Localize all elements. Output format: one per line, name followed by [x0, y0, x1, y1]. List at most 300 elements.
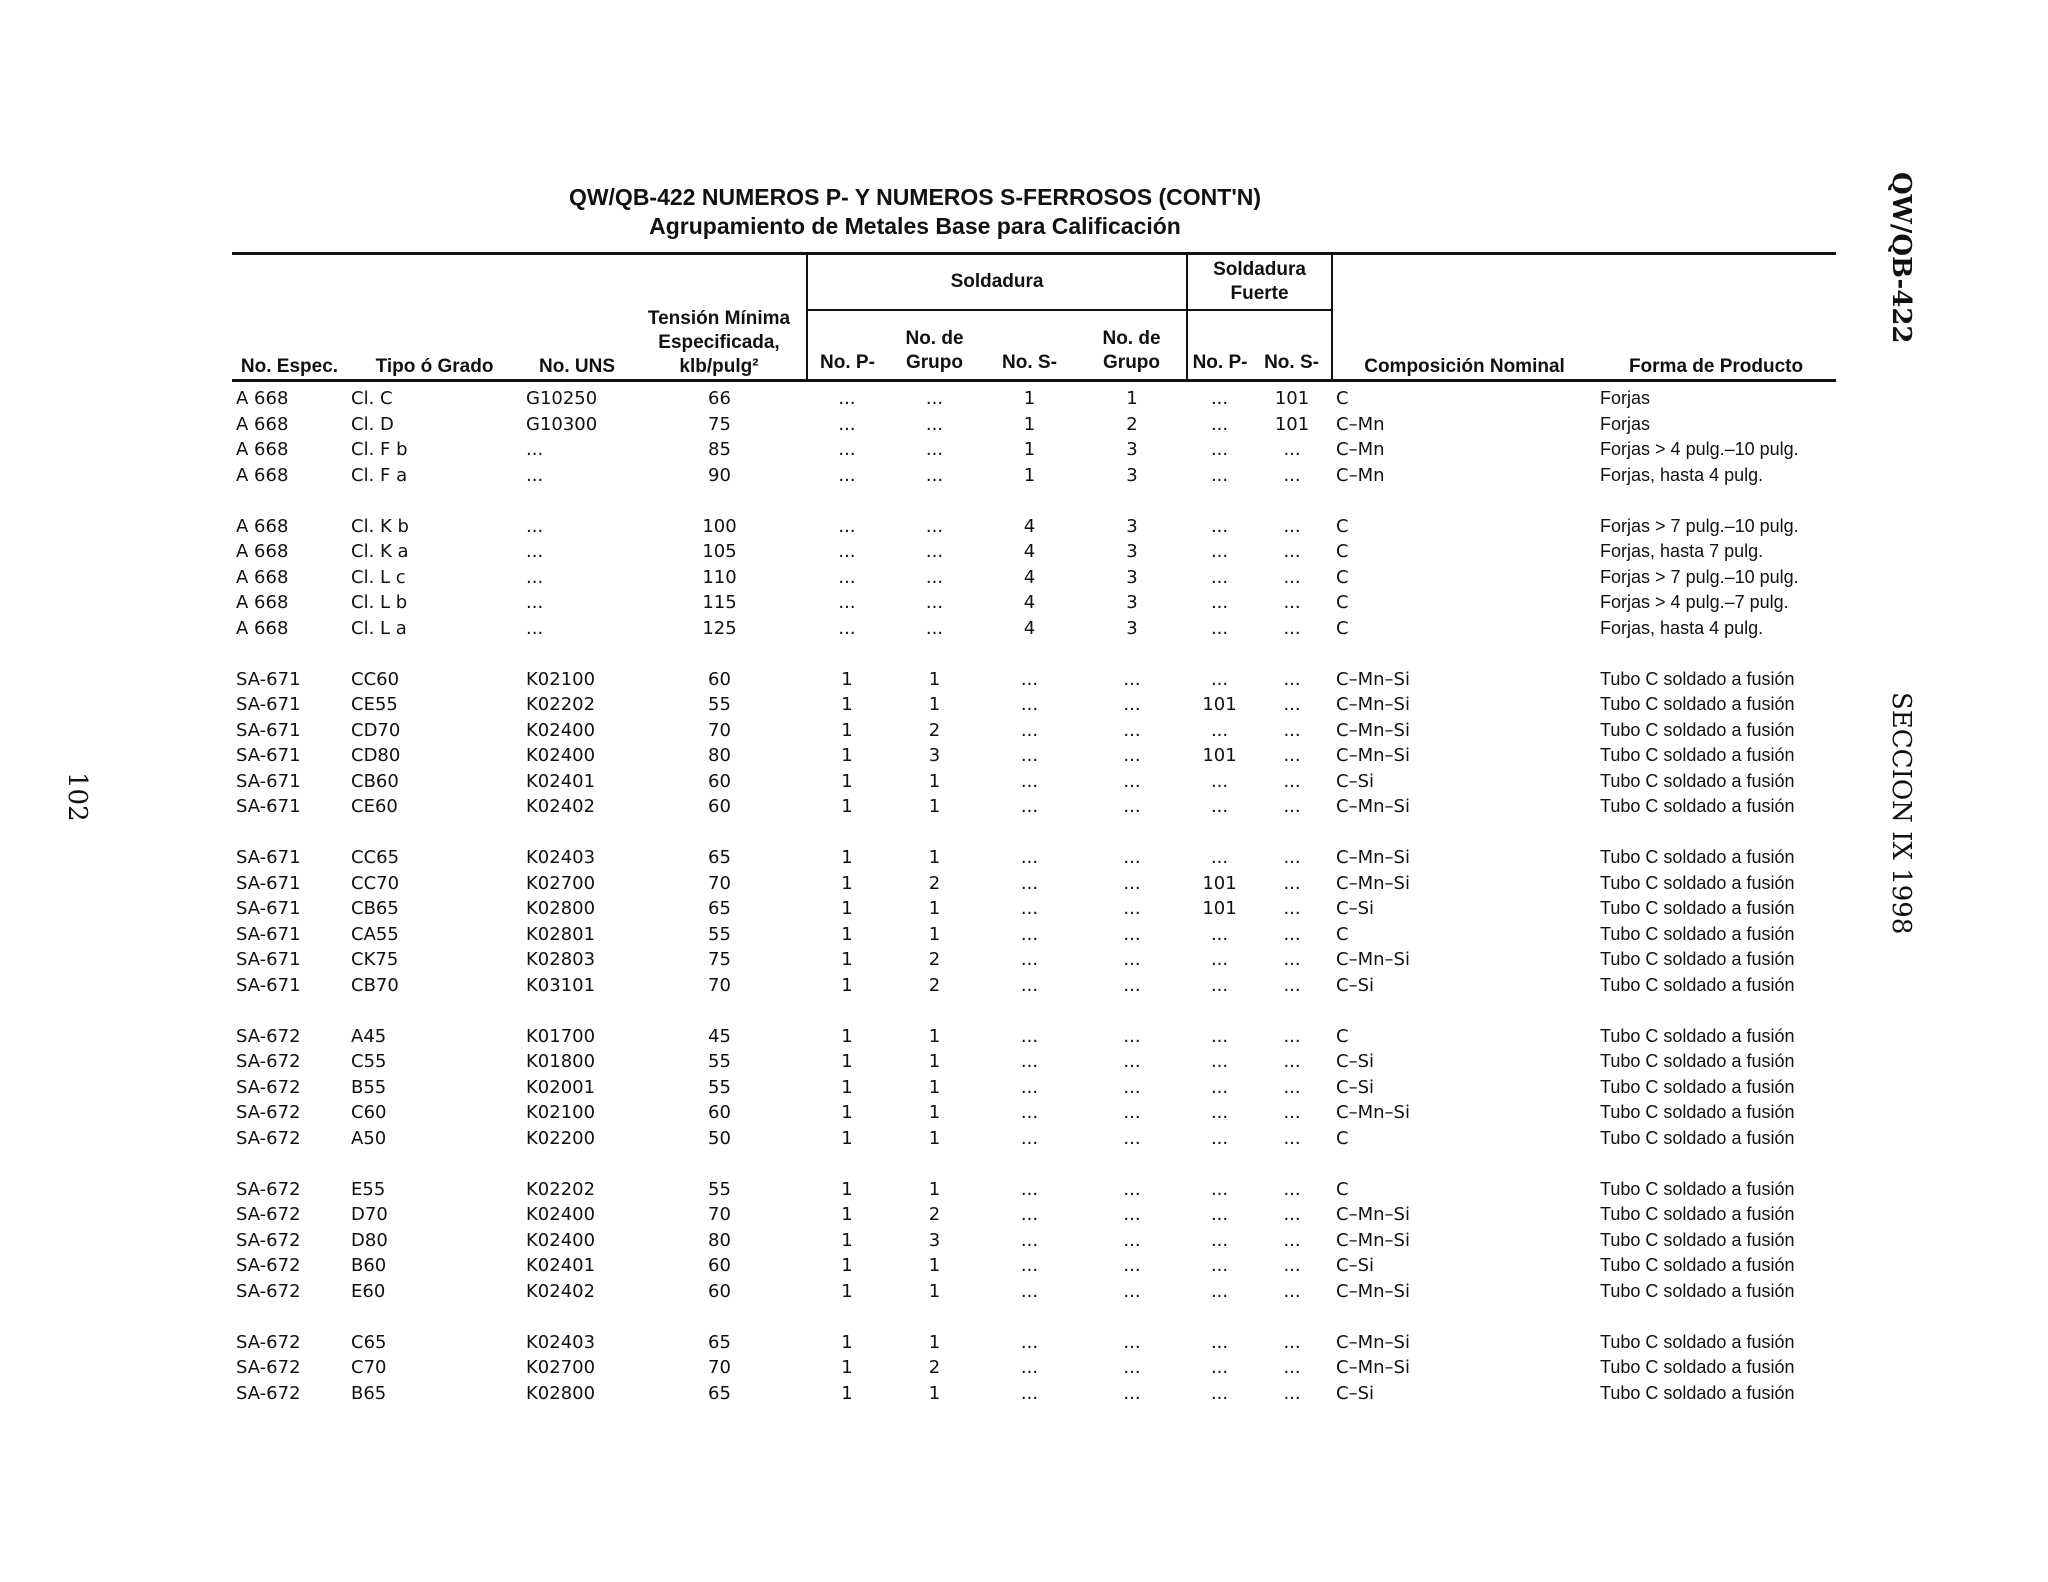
cell-product-form: Tubo C soldado a fusión: [1600, 694, 1795, 715]
cell-brazing-p-no: ...: [1210, 566, 1229, 588]
cell-p-no: ...: [838, 541, 856, 563]
cell-brazing-s-no: 101: [1274, 388, 1310, 410]
cell-brazing-p-no: ...: [1210, 796, 1229, 818]
header-uns-no: No. UNS: [522, 254, 632, 381]
cell-group-no: 3: [928, 745, 941, 767]
cell-group-no: 1: [928, 923, 941, 945]
cell-p-no: 1: [841, 1357, 853, 1379]
p-number-table: [232, 252, 1836, 1406]
cell-s-no: ...: [1020, 694, 1039, 716]
cell-p-no: 1: [841, 1102, 853, 1124]
cell-brazing-s-no: ...: [1283, 796, 1301, 818]
cell-p-no: 1: [841, 923, 853, 945]
cell-p-no: ...: [838, 566, 856, 588]
cell-s-group-no: ...: [1123, 694, 1141, 716]
cell-product-form: Tubo C soldado a fusión: [1600, 898, 1795, 919]
cell-composition: C–Mn–Si: [1336, 1102, 1410, 1124]
cell-composition: C: [1336, 566, 1349, 588]
cell-uns-no: K02400: [526, 719, 596, 741]
cell-composition: C–Si: [1336, 974, 1375, 996]
table-row: [232, 590, 1836, 616]
group-spacer: [232, 1304, 1836, 1330]
cell-s-no: ...: [1020, 1229, 1039, 1251]
cell-s-no: 4: [1023, 515, 1036, 537]
cell-uns-no: K02402: [526, 796, 596, 818]
cell-uns-no: ...: [526, 439, 544, 461]
header-type-grade: Tipo ó Grado: [347, 254, 522, 381]
cell-brazing-s-no: ...: [1283, 1229, 1301, 1251]
cell-brazing-s-no: ...: [1283, 515, 1301, 537]
cell-type-grade: CE60: [351, 796, 398, 818]
cell-s-no: 1: [1023, 413, 1036, 435]
cell-tensile: 60: [708, 668, 731, 690]
cell-type-grade: C60: [351, 1102, 387, 1124]
cell-uns-no: K02100: [526, 668, 596, 690]
cell-tensile: 50: [708, 1127, 731, 1149]
header-s-group-no: No. de Grupo: [1077, 310, 1187, 381]
cell-s-group-no: 3: [1126, 439, 1138, 461]
header-welding-group: Soldadura: [807, 254, 1187, 311]
cell-spec-no: SA-671: [236, 974, 301, 996]
cell-uns-no: K01700: [526, 1025, 596, 1047]
cell-s-no: ...: [1020, 668, 1039, 690]
cell-p-no: ...: [838, 413, 856, 435]
cell-spec-no: SA-672: [236, 1255, 301, 1277]
group-spacer: [232, 998, 1836, 1024]
cell-product-form: Forjas, hasta 4 pulg.: [1600, 464, 1764, 485]
header-tensile: Tensión Mínima Especificada, klb/pulg²: [632, 254, 807, 381]
table-row: [232, 1177, 1836, 1203]
cell-tensile: 65: [708, 898, 731, 920]
cell-group-no: 1: [928, 770, 941, 792]
table-row: [232, 437, 1836, 463]
cell-s-group-no: ...: [1123, 770, 1141, 792]
cell-tensile: 70: [708, 974, 731, 996]
cell-type-grade: C65: [351, 1331, 387, 1353]
table-title: QW/QB-422 NUMEROS P- Y NUMEROS S-FERROSOS (CONT'N): [568, 184, 1262, 210]
cell-product-form: Tubo C soldado a fusión: [1600, 1357, 1795, 1378]
cell-group-no: 1: [928, 1102, 941, 1124]
cell-uns-no: K02700: [526, 872, 596, 894]
cell-s-group-no: ...: [1123, 1102, 1141, 1124]
cell-spec-no: A 668: [236, 541, 289, 563]
cell-uns-no: K02400: [526, 1204, 596, 1226]
cell-type-grade: Cl. L c: [351, 566, 406, 588]
cell-spec-no: SA-671: [236, 745, 301, 767]
cell-brazing-p-no: ...: [1210, 1229, 1229, 1251]
cell-spec-no: SA-671: [236, 949, 301, 971]
cell-tensile: 80: [708, 745, 731, 767]
cell-group-no: ...: [925, 413, 944, 435]
cell-uns-no: K02801: [526, 923, 596, 945]
cell-p-no: 1: [841, 1178, 853, 1200]
cell-brazing-p-no: ...: [1210, 1025, 1229, 1047]
cell-tensile: 100: [702, 515, 737, 537]
cell-spec-no: SA-672: [236, 1051, 301, 1073]
cell-type-grade: Cl. K b: [351, 515, 409, 537]
cell-p-no: 1: [841, 847, 853, 869]
group-spacer: [232, 641, 1836, 667]
table-row: [232, 1202, 1836, 1228]
cell-s-group-no: ...: [1123, 1229, 1141, 1251]
cell-s-group-no: 2: [1126, 413, 1138, 435]
cell-tensile: 70: [708, 1357, 731, 1379]
cell-group-no: 1: [928, 1051, 941, 1073]
cell-s-group-no: ...: [1123, 1025, 1141, 1047]
cell-p-no: 1: [841, 974, 853, 996]
cell-product-form: Tubo C soldado a fusión: [1600, 796, 1795, 817]
cell-brazing-p-no: ...: [1210, 1178, 1229, 1200]
cell-s-no: ...: [1020, 796, 1039, 818]
cell-brazing-s-no: ...: [1283, 770, 1301, 792]
cell-product-form: Tubo C soldado a fusión: [1600, 872, 1795, 893]
cell-product-form: Tubo C soldado a fusión: [1600, 1178, 1795, 1199]
cell-brazing-s-no: ...: [1283, 617, 1301, 639]
cell-tensile: 60: [708, 1280, 731, 1302]
cell-brazing-s-no: ...: [1283, 898, 1301, 920]
cell-spec-no: SA-672: [236, 1178, 301, 1200]
cell-composition: C–Si: [1336, 1255, 1375, 1277]
cell-p-no: 1: [841, 1331, 853, 1353]
cell-uns-no: ...: [526, 617, 544, 639]
cell-uns-no: K01800: [526, 1051, 596, 1073]
cell-composition: C–Si: [1336, 1051, 1375, 1073]
cell-product-form: Tubo C soldado a fusión: [1600, 1076, 1795, 1097]
cell-composition: C–Mn–Si: [1336, 668, 1410, 690]
cell-tensile: 70: [708, 872, 731, 894]
cell-p-no: ...: [838, 592, 856, 614]
cell-tensile: 65: [708, 1382, 731, 1404]
cell-composition: C–Mn–Si: [1336, 1229, 1410, 1251]
cell-s-group-no: ...: [1123, 1280, 1141, 1302]
cell-brazing-p-no: ...: [1210, 949, 1229, 971]
cell-type-grade: CB70: [351, 974, 399, 996]
cell-product-form: Tubo C soldado a fusión: [1600, 770, 1795, 791]
cell-group-no: ...: [925, 541, 944, 563]
cell-s-group-no: ...: [1123, 745, 1141, 767]
cell-uns-no: K03101: [526, 974, 596, 996]
cell-p-no: 1: [841, 719, 853, 741]
cell-type-grade: B55: [351, 1076, 387, 1098]
cell-tensile: 65: [708, 847, 731, 869]
cell-group-no: 2: [928, 872, 941, 894]
cell-spec-no: SA-672: [236, 1102, 301, 1124]
cell-tensile: 110: [702, 566, 737, 588]
cell-s-no: ...: [1020, 898, 1039, 920]
cell-brazing-s-no: ...: [1283, 872, 1301, 894]
cell-tensile: 55: [708, 694, 731, 716]
cell-tensile: 75: [708, 949, 731, 971]
cell-type-grade: CK75: [351, 949, 399, 971]
cell-composition: C–Mn–Si: [1336, 872, 1410, 894]
header-brazing-p-no: No. P-: [1187, 310, 1252, 381]
cell-brazing-p-no: ...: [1210, 1255, 1229, 1277]
table-row: [232, 616, 1836, 642]
cell-brazing-s-no: ...: [1283, 464, 1301, 486]
cell-brazing-p-no: ...: [1210, 592, 1229, 614]
cell-brazing-p-no: ...: [1210, 719, 1229, 741]
cell-uns-no: K02100: [526, 1102, 596, 1124]
cell-s-group-no: ...: [1123, 668, 1141, 690]
cell-p-no: 1: [841, 1127, 853, 1149]
cell-uns-no: K02803: [526, 949, 596, 971]
cell-product-form: Tubo C soldado a fusión: [1600, 949, 1795, 970]
cell-brazing-p-no: ...: [1210, 1204, 1229, 1226]
cell-type-grade: D80: [351, 1229, 388, 1251]
side-table-code: QW/QB-422: [1886, 172, 1916, 344]
cell-spec-no: A 668: [236, 439, 289, 461]
cell-product-form: Tubo C soldado a fusión: [1600, 847, 1795, 868]
cell-composition: C–Mn–Si: [1336, 694, 1410, 716]
cell-tensile: 60: [708, 1102, 731, 1124]
cell-s-no: 4: [1023, 541, 1036, 563]
cell-product-form: Forjas: [1600, 388, 1651, 409]
table-row: [232, 539, 1836, 565]
cell-tensile: 55: [708, 1051, 731, 1073]
cell-brazing-p-no: ...: [1210, 1331, 1229, 1353]
cell-group-no: 3: [928, 1229, 941, 1251]
cell-group-no: 2: [928, 974, 941, 996]
cell-product-form: Tubo C soldado a fusión: [1600, 1127, 1795, 1148]
cell-s-group-no: 3: [1126, 617, 1138, 639]
cell-s-group-no: 3: [1126, 566, 1138, 588]
cell-p-no: ...: [838, 439, 856, 461]
cell-uns-no: K02403: [526, 1331, 596, 1353]
cell-composition: C–Mn–Si: [1336, 745, 1410, 767]
cell-product-form: Tubo C soldado a fusión: [1600, 974, 1795, 995]
header-product-form: Forma de Producto: [1596, 254, 1836, 381]
cell-s-no: ...: [1020, 1178, 1039, 1200]
cell-spec-no: SA-671: [236, 872, 301, 894]
cell-uns-no: K02402: [526, 1280, 596, 1302]
cell-uns-no: K02200: [526, 1127, 596, 1149]
cell-product-form: Tubo C soldado a fusión: [1600, 668, 1795, 689]
cell-composition: C: [1336, 388, 1349, 410]
cell-group-no: 2: [928, 719, 941, 741]
cell-brazing-s-no: ...: [1283, 923, 1301, 945]
cell-spec-no: SA-671: [236, 694, 301, 716]
cell-p-no: ...: [838, 464, 856, 486]
cell-composition: C–Si: [1336, 1382, 1375, 1404]
cell-s-group-no: 3: [1126, 464, 1138, 486]
cell-s-group-no: 3: [1126, 515, 1138, 537]
cell-p-no: 1: [841, 1076, 853, 1098]
table-row: [232, 1024, 1836, 1050]
cell-brazing-p-no: ...: [1210, 847, 1229, 869]
cell-p-no: 1: [841, 668, 853, 690]
cell-brazing-p-no: ...: [1210, 464, 1229, 486]
cell-group-no: 2: [928, 1357, 941, 1379]
cell-spec-no: A 668: [236, 413, 289, 435]
cell-uns-no: K02400: [526, 745, 596, 767]
cell-tensile: 90: [708, 464, 731, 486]
cell-tensile: 75: [708, 413, 731, 435]
cell-composition: C–Mn–Si: [1336, 847, 1410, 869]
table-row: [232, 514, 1836, 540]
cell-brazing-s-no: ...: [1283, 1178, 1301, 1200]
cell-s-no: ...: [1020, 1025, 1039, 1047]
table-row: [232, 667, 1836, 693]
table-row: [232, 463, 1836, 489]
cell-brazing-p-no: ...: [1210, 515, 1229, 537]
table-row: [232, 1075, 1836, 1101]
cell-p-no: 1: [841, 1025, 853, 1047]
cell-brazing-p-no: ...: [1210, 1382, 1229, 1404]
cell-tensile: 80: [708, 1229, 731, 1251]
cell-s-group-no: ...: [1123, 1331, 1141, 1353]
cell-brazing-s-no: ...: [1283, 1025, 1301, 1047]
table-row: [232, 412, 1836, 438]
header-group-no: No. de Grupo: [887, 310, 982, 381]
cell-p-no: 1: [841, 694, 853, 716]
cell-brazing-p-no: 101: [1202, 694, 1237, 716]
cell-uns-no: ...: [526, 592, 544, 614]
cell-s-no: ...: [1020, 949, 1039, 971]
cell-tensile: 60: [708, 1255, 731, 1277]
cell-composition: C: [1336, 1025, 1349, 1047]
cell-tensile: 65: [708, 1331, 731, 1353]
cell-type-grade: Cl. L a: [351, 617, 407, 639]
table-row: [232, 1253, 1836, 1279]
cell-s-no: ...: [1020, 1051, 1039, 1073]
cell-brazing-p-no: 101: [1202, 872, 1237, 894]
cell-s-group-no: 3: [1126, 541, 1138, 563]
cell-s-group-no: ...: [1123, 1255, 1141, 1277]
cell-product-form: Tubo C soldado a fusión: [1600, 1229, 1795, 1250]
header-p-no: No. P-: [807, 310, 887, 381]
cell-s-group-no: ...: [1123, 1051, 1141, 1073]
cell-group-no: 1: [928, 1178, 941, 1200]
cell-type-grade: CE55: [351, 694, 398, 716]
table-row: [232, 1355, 1836, 1381]
table-row: [232, 1228, 1836, 1254]
cell-brazing-p-no: ...: [1210, 617, 1229, 639]
cell-group-no: 1: [928, 1331, 941, 1353]
cell-s-no: 1: [1023, 439, 1036, 461]
cell-brazing-s-no: ...: [1283, 1204, 1301, 1226]
cell-s-no: 4: [1023, 617, 1036, 639]
cell-spec-no: SA-672: [236, 1076, 301, 1098]
cell-spec-no: SA-672: [236, 1025, 301, 1047]
header-composition: Composición Nominal: [1332, 254, 1596, 381]
cell-type-grade: CA55: [351, 923, 399, 945]
cell-brazing-s-no: ...: [1283, 1382, 1301, 1404]
table-row: [232, 947, 1836, 973]
cell-brazing-p-no: ...: [1210, 1076, 1229, 1098]
cell-s-no: ...: [1020, 974, 1039, 996]
cell-group-no: 1: [928, 898, 941, 920]
cell-spec-no: A 668: [236, 464, 289, 486]
cell-group-no: ...: [925, 592, 944, 614]
cell-p-no: 1: [841, 1204, 853, 1226]
cell-type-grade: B60: [351, 1255, 387, 1277]
cell-s-group-no: ...: [1123, 1357, 1141, 1379]
cell-brazing-s-no: ...: [1283, 1357, 1301, 1379]
cell-type-grade: C55: [351, 1051, 387, 1073]
cell-type-grade: A50: [351, 1127, 387, 1149]
cell-brazing-s-no: ...: [1283, 949, 1301, 971]
table-row: [232, 896, 1836, 922]
cell-brazing-p-no: ...: [1210, 541, 1229, 563]
cell-s-group-no: ...: [1123, 898, 1141, 920]
table-row: [232, 565, 1836, 591]
cell-s-group-no: ...: [1123, 719, 1141, 741]
cell-s-no: 1: [1023, 388, 1036, 410]
cell-uns-no: K02800: [526, 1382, 596, 1404]
table-subtitle: Agrupamiento de Metales Base para Calificación: [649, 213, 1181, 239]
cell-brazing-s-no: ...: [1283, 694, 1301, 716]
cell-brazing-s-no: ...: [1283, 1051, 1301, 1073]
cell-composition: C: [1336, 1127, 1349, 1149]
cell-brazing-s-no: ...: [1283, 566, 1301, 588]
cell-p-no: ...: [838, 388, 856, 410]
cell-spec-no: SA-672: [236, 1382, 301, 1404]
cell-s-group-no: ...: [1123, 1127, 1141, 1149]
cell-uns-no: ...: [526, 566, 544, 588]
cell-brazing-s-no: ...: [1283, 541, 1301, 563]
cell-product-form: Forjas, hasta 4 pulg.: [1600, 617, 1764, 638]
cell-spec-no: SA-672: [236, 1204, 301, 1226]
cell-group-no: ...: [925, 388, 944, 410]
group-spacer: [232, 820, 1836, 846]
cell-uns-no: ...: [526, 464, 544, 486]
cell-s-no: ...: [1020, 719, 1039, 741]
cell-type-grade: B65: [351, 1382, 387, 1404]
table-row: [232, 718, 1836, 744]
cell-brazing-p-no: ...: [1210, 388, 1229, 410]
cell-p-no: 1: [841, 1051, 853, 1073]
cell-brazing-s-no: ...: [1283, 1331, 1301, 1353]
cell-tensile: 70: [708, 719, 731, 741]
cell-type-grade: CB60: [351, 770, 399, 792]
cell-s-no: 4: [1023, 592, 1036, 614]
cell-s-no: ...: [1020, 745, 1039, 767]
cell-group-no: 1: [928, 1382, 941, 1404]
cell-s-no: ...: [1020, 770, 1039, 792]
cell-spec-no: SA-672: [236, 1229, 301, 1251]
cell-composition: C: [1336, 1178, 1349, 1200]
cell-type-grade: Cl. L b: [351, 592, 408, 614]
cell-s-no: ...: [1020, 1255, 1039, 1277]
cell-type-grade: Cl. C: [351, 388, 393, 410]
cell-p-no: 1: [841, 1280, 853, 1302]
cell-composition: C–Mn–Si: [1336, 719, 1410, 741]
header-s-no: No. S-: [982, 310, 1077, 381]
table-row: [232, 769, 1836, 795]
cell-s-no: ...: [1020, 1102, 1039, 1124]
cell-s-group-no: ...: [1123, 974, 1141, 996]
table-row: [232, 1049, 1836, 1075]
cell-brazing-p-no: ...: [1210, 923, 1229, 945]
cell-spec-no: SA-671: [236, 719, 301, 741]
cell-uns-no: ...: [526, 515, 544, 537]
cell-composition: C–Mn–Si: [1336, 1331, 1410, 1353]
cell-brazing-s-no: ...: [1283, 847, 1301, 869]
cell-p-no: ...: [838, 617, 856, 639]
cell-group-no: 1: [928, 1025, 941, 1047]
cell-uns-no: G10300: [526, 413, 598, 435]
cell-tensile: 105: [702, 541, 737, 563]
cell-group-no: 1: [928, 668, 941, 690]
cell-type-grade: E55: [351, 1178, 386, 1200]
cell-brazing-s-no: ...: [1283, 1102, 1301, 1124]
cell-product-form: Tubo C soldado a fusión: [1600, 1255, 1795, 1276]
cell-group-no: 1: [928, 1255, 941, 1277]
cell-brazing-p-no: 101: [1202, 898, 1237, 920]
cell-s-no: ...: [1020, 923, 1039, 945]
cell-brazing-s-no: ...: [1283, 1280, 1301, 1302]
cell-uns-no: K02401: [526, 1255, 596, 1277]
